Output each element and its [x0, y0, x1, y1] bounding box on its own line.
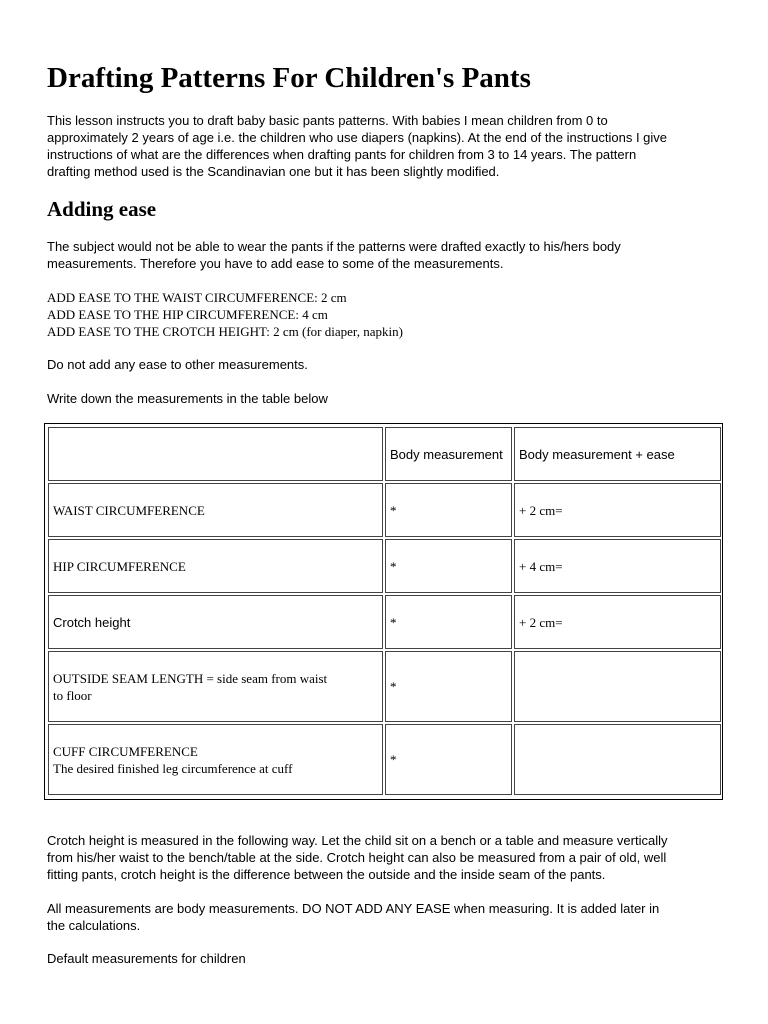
section-heading: Adding ease [47, 197, 157, 221]
crotch-height-paragraph [47, 832, 737, 883]
default-measurements-heading: Default measurements for children [47, 951, 246, 966]
no-ease-paragraph: Do not add any ease to other measurements. [47, 357, 308, 372]
paragraph-line: from his/her waist to the bench/table at the side. Crotch height can also be measured from a pair of old, well [47, 850, 667, 865]
body-measurements-paragraph [47, 900, 737, 934]
table-cell-ease: + 2 cm= [514, 483, 721, 537]
table-instruction: Write down the measurements in the table below [47, 391, 328, 406]
intro-line: drafting method used is the Scandinavian one but it has been slightly modified. [47, 164, 500, 179]
table-cell-body: * [385, 483, 512, 537]
paragraph-line: The subject would not be able to wear the pants if the patterns were drafted exactly to his/hers body [47, 239, 621, 254]
table-cell-ease [514, 651, 721, 722]
ease-line-waist: ADD EASE TO THE WAIST CIRCUMFERENCE: 2 cm [47, 290, 347, 305]
table-cell-body: * [385, 539, 512, 593]
paragraph-line: measurements. Therefore you have to add ease to some of the measurements. [47, 256, 504, 271]
table-cell-ease [514, 724, 721, 795]
table-header-body: Body measurement [385, 427, 512, 481]
table-cell-body: * [385, 595, 512, 649]
page-title: Drafting Patterns For Children's Pants [47, 62, 531, 94]
table-header-empty [48, 427, 383, 481]
paragraph-line: All measurements are body measurements. DO NOT ADD ANY EASE when measuring. It is added later in [47, 901, 660, 916]
table-header-ease: Body measurement + ease [514, 427, 721, 481]
paragraph-line: fitting pants, crotch height is the difference between the outside and the inside seam of the pants. [47, 867, 606, 882]
table-row-label: Crotch height [48, 595, 383, 649]
table-row-label: CUFF CIRCUMFERENCE The desired finished leg circumference at cuff [48, 724, 383, 795]
table-cell-ease: + 2 cm= [514, 595, 721, 649]
ease-list [47, 289, 737, 340]
paragraph-line: Crotch height is measured in the following way. Let the child sit on a bench or a table and measure vertically [47, 833, 668, 848]
intro-paragraph [47, 112, 737, 180]
ease-intro-paragraph [47, 238, 737, 272]
table-row-label: OUTSIDE SEAM LENGTH = side seam from waist to floor [48, 651, 383, 722]
table-row-label: HIP CIRCUMFERENCE [48, 539, 383, 593]
intro-line: instructions of what are the differences when drafting pants for children from 3 to 14 years. The pattern [47, 147, 637, 162]
measurement-table [44, 423, 723, 800]
table-row-label: WAIST CIRCUMFERENCE [48, 483, 383, 537]
intro-line: This lesson instructs you to draft baby basic pants patterns. With babies I mean children from 0 to [47, 113, 608, 128]
table-cell-body: * [385, 724, 512, 795]
ease-line-crotch: ADD EASE TO THE CROTCH HEIGHT: 2 cm (for diaper, napkin) [47, 324, 403, 339]
ease-line-hip: ADD EASE TO THE HIP CIRCUMFERENCE: 4 cm [47, 307, 328, 322]
table-cell-body: * [385, 651, 512, 722]
paragraph-line: the calculations. [47, 918, 141, 933]
intro-line: approximately 2 years of age i.e. the children who use diapers (napkins). At the end of the instructions I give [47, 130, 668, 145]
table-cell-ease: + 4 cm= [514, 539, 721, 593]
